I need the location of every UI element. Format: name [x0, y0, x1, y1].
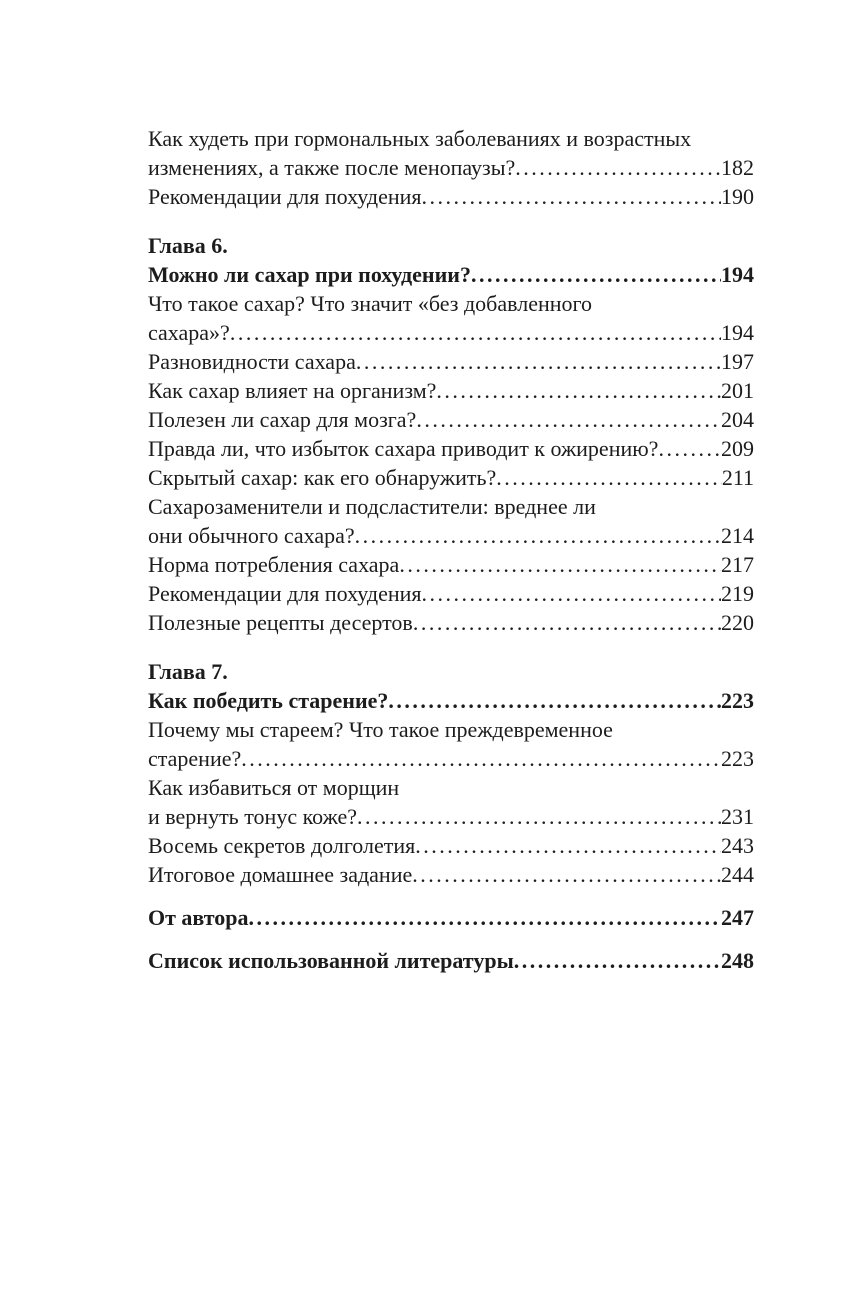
toc-page-number: 194: [721, 320, 754, 345]
toc-entry[interactable]: [148, 463, 754, 492]
toc-page-number: 231: [721, 804, 754, 829]
toc-entry[interactable]: [148, 153, 754, 182]
toc-entry-text: Список использованной литературы: [148, 948, 514, 973]
leader-dots: [356, 347, 721, 376]
toc-entry[interactable]: [148, 550, 754, 579]
leader-dots: [412, 860, 721, 889]
toc-entry-text: Почему мы стареем? Что такое преждевременное: [148, 717, 613, 742]
toc-page-number: 248: [721, 948, 754, 973]
toc-entry-text: Полезные рецепты десертов: [148, 610, 413, 635]
toc-page-number: 223: [721, 688, 754, 713]
toc-entry-text: Правда ли, что избыток сахара приводит к ожирению?: [148, 436, 659, 461]
toc-entry-from-author[interactable]: [148, 903, 754, 932]
toc-entry-text: Скрытый сахар: как его обнаружить?: [148, 465, 497, 490]
toc-entry-text: Полезен ли сахар для мозга?: [148, 407, 417, 432]
toc-page-number: 244: [721, 862, 754, 887]
toc-entry[interactable]: [148, 831, 754, 860]
leader-dots: [355, 521, 721, 550]
toc-page-number: 220: [721, 610, 754, 635]
toc-entry[interactable]: [148, 182, 754, 211]
leader-dots: [515, 153, 721, 182]
toc-line-continued: [148, 289, 754, 318]
toc-entry[interactable]: [148, 405, 754, 434]
toc-page-number: 217: [721, 552, 754, 577]
toc-entry-text: Что такое сахар? Что значит «без добавленного: [148, 291, 592, 316]
toc-entry[interactable]: [148, 802, 754, 831]
leader-dots: [249, 903, 721, 932]
toc-entry[interactable]: [148, 608, 754, 637]
toc-page-number: 211: [721, 465, 754, 490]
leader-dots: [357, 802, 721, 831]
leader-dots: [514, 946, 721, 975]
leader-dots: [471, 260, 721, 289]
toc-entry[interactable]: [148, 434, 754, 463]
leader-dots: [422, 182, 721, 211]
leader-dots: [388, 686, 721, 715]
table-of-contents: [148, 124, 754, 975]
toc-page-number: 190: [721, 184, 754, 209]
toc-entry[interactable]: [148, 318, 754, 347]
chapter-label-text: Глава 6.: [148, 233, 228, 258]
leader-dots: [399, 550, 721, 579]
toc-page-number: 214: [721, 523, 754, 548]
toc-entry-text: Рекомендации для похудения: [148, 184, 422, 209]
chapter-title: Можно ли сахар при похудении?: [148, 262, 471, 287]
toc-page-number: 182: [721, 155, 754, 180]
toc-entry-text: От автора: [148, 905, 249, 930]
toc-entry[interactable]: [148, 579, 754, 608]
chapter-title-entry[interactable]: [148, 686, 754, 715]
toc-entry-text: Норма потребления сахара: [148, 552, 400, 577]
toc-entry[interactable]: [148, 860, 754, 889]
toc-entry-text: Разновидности сахара: [148, 349, 356, 374]
toc-entry[interactable]: [148, 521, 754, 550]
toc-line-continued: [148, 715, 754, 744]
chapter-label: [148, 657, 754, 686]
chapter-title-entry[interactable]: [148, 260, 754, 289]
leader-dots: [436, 376, 721, 405]
toc-entry-text: сахара»?: [148, 320, 230, 345]
chapter-label-text: Глава 7.: [148, 659, 228, 684]
toc-entry-text: Рекомендации для похудения: [148, 581, 422, 606]
leader-dots: [241, 744, 721, 773]
toc-page-number: 209: [721, 436, 754, 461]
leader-dots: [230, 318, 721, 347]
leader-dots: [496, 463, 722, 492]
toc-page-number: 204: [721, 407, 754, 432]
leader-dots: [413, 608, 721, 637]
toc-entry-text: старение?: [148, 746, 242, 771]
toc-page-number: 247: [721, 905, 754, 930]
toc-entry-text: Как избавиться от морщин: [148, 775, 400, 800]
toc-page-number: 223: [721, 746, 754, 771]
toc-entry-text: и вернуть тонус коже?: [148, 804, 358, 829]
toc-line-continued: [148, 124, 754, 153]
leader-dots: [422, 579, 721, 608]
toc-entry-text: изменениях, а также после менопаузы?: [148, 155, 516, 180]
toc-entry-text: они обычного сахара?: [148, 523, 355, 548]
leader-dots: [658, 434, 721, 463]
toc-page-number: 201: [721, 378, 754, 403]
toc-line-continued: [148, 492, 754, 521]
toc-entry-text: Итоговое домашнее задание: [148, 862, 413, 887]
chapter-label: [148, 231, 754, 260]
toc-entry[interactable]: [148, 376, 754, 405]
chapter-title: Как победить старение?: [148, 688, 389, 713]
toc-entry[interactable]: [148, 347, 754, 376]
toc-page-number: 219: [721, 581, 754, 606]
toc-line-continued: [148, 773, 754, 802]
toc-entry-text: Как худеть при гормональных заболеваниях и возрастных: [148, 126, 692, 151]
toc-page-number: 243: [721, 833, 754, 858]
leader-dots: [415, 831, 721, 860]
toc-entry-text: Сахарозаменители и подсластители: вреднее ли: [148, 494, 596, 519]
toc-page-number: 197: [721, 349, 754, 374]
toc-entry-text: Восемь секретов долголетия: [148, 833, 416, 858]
toc-entry-text: Как сахар влияет на организм?: [148, 378, 437, 403]
toc-entry-references[interactable]: [148, 946, 754, 975]
leader-dots: [416, 405, 721, 434]
toc-page-number: 194: [721, 262, 754, 287]
toc-entry[interactable]: [148, 744, 754, 773]
